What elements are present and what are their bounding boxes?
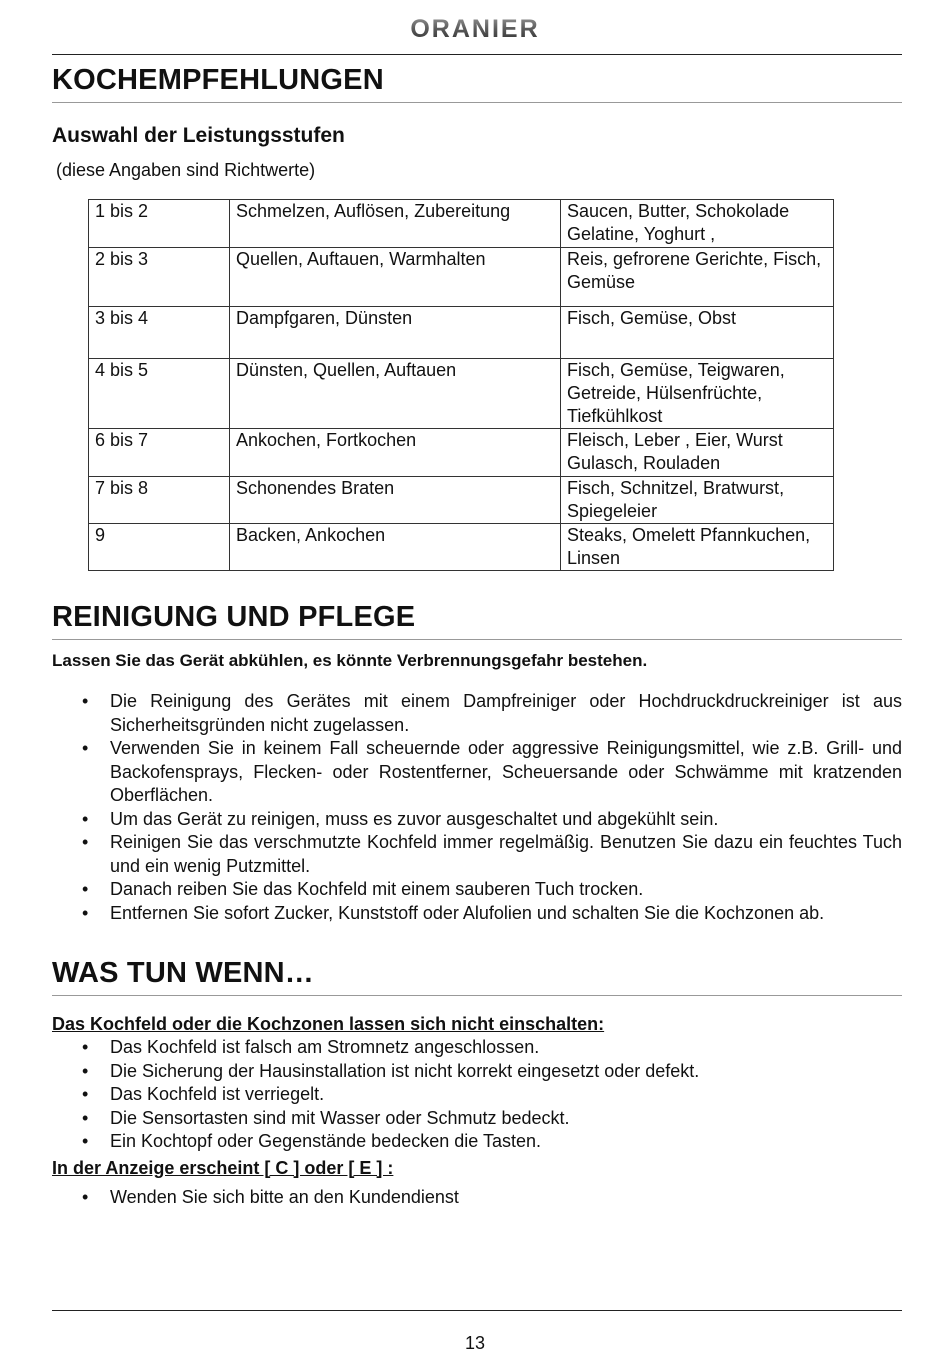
power-level-cell: 6 bis 7: [89, 429, 230, 477]
section-subtitle-power-levels: Auswahl der Leistungsstufen: [52, 124, 345, 147]
food-cell: Reis, gefrorene Gerichte, Fisch, Gemüse: [561, 248, 834, 307]
power-level-row: [89, 429, 834, 477]
cleaning-warning: Lassen Sie das Gerät abkühlen, es könnte Verbrennungsgefahr bestehen.: [52, 651, 648, 670]
section-title-cooking: KOCHEMPFEHLUNGEN: [52, 62, 902, 103]
power-level-cell: 9: [89, 524, 230, 571]
power-level-row: [89, 200, 834, 248]
food-cell: Fisch, Gemüse, Teigwaren, Getreide, Hülsenfrüchte, Tiefkühlkost: [561, 359, 834, 429]
power-level-table: [88, 199, 834, 571]
cooking-method-cell: Schmelzen, Auflösen, Zubereitung: [230, 200, 561, 248]
list-item: • Reinigen Sie das verschmutzte Kochfeld immer regelmäßig. Benutzen Sie dazu ein feuchtes Tuch und ein wenig Putzmittel.: [52, 831, 902, 878]
header-rule: [52, 54, 902, 55]
cleaning-list: [52, 690, 902, 925]
power-level-row: [89, 248, 834, 307]
power-level-row: [89, 477, 834, 524]
guideline-note: (diese Angaben sind Richtwerte): [56, 160, 316, 180]
food-cell: Saucen, Butter, Schokolade Gelatine, Yoghurt ,: [561, 200, 834, 248]
list-item: • Das Kochfeld ist falsch am Stromnetz angeschlossen.: [52, 1036, 902, 1060]
food-cell: Fleisch, Leber , Eier, Wurst Gulasch, Rouladen: [561, 429, 834, 477]
trouble-list-1: [52, 1036, 902, 1154]
list-item: • Die Sicherung der Hausinstallation ist nicht korrekt eingesetzt oder defekt.: [52, 1060, 902, 1084]
cooking-method-cell: Backen, Ankochen: [230, 524, 561, 571]
cooking-method-cell: Quellen, Auftauen, Warmhalten: [230, 248, 561, 307]
list-item: • Wenden Sie sich bitte an den Kundendienst: [52, 1186, 902, 1210]
brand-logo-text: ORANIER: [410, 15, 540, 43]
power-level-cell: 7 bis 8: [89, 477, 230, 524]
power-level-cell: 2 bis 3: [89, 248, 230, 307]
list-item: • Das Kochfeld ist verriegelt.: [52, 1083, 902, 1107]
trouble-question-1: Das Kochfeld oder die Kochzonen lassen sich nicht einschalten:: [52, 1014, 605, 1034]
cooking-method-cell: Schonendes Braten: [230, 477, 561, 524]
food-cell: Steaks, Omelett Pfannkuchen, Linsen: [561, 524, 834, 571]
power-level-cell: 1 bis 2: [89, 200, 230, 248]
cooking-method-cell: Ankochen, Fortkochen: [230, 429, 561, 477]
trouble-question-2: In der Anzeige erscheint [ C ] oder [ E ] :: [52, 1157, 394, 1178]
section-title-cleaning: REINIGUNG UND PFLEGE: [52, 599, 902, 640]
food-cell: Fisch, Gemüse, Obst: [561, 307, 834, 359]
section-title-troubleshooting: WAS TUN WENN…: [52, 955, 902, 996]
power-level-cell: 3 bis 4: [89, 307, 230, 359]
list-item: • Verwenden Sie in keinem Fall scheuernde oder aggressive Reinigungsmittel, wie z.B. Grill- und Backofensprays, Flecken- oder Rostentferner, Scheuersande oder Schwämme mit kratzenden Oberflächen.: [52, 737, 902, 808]
power-level-row: [89, 524, 834, 571]
cooking-method-cell: Dünsten, Quellen, Auftauen: [230, 359, 561, 429]
list-item: • Die Reinigung des Gerätes mit einem Dampfreiniger oder Hochdruckdruckreiniger ist aus Sicherheitsgründen nicht zugelassen.: [52, 690, 902, 737]
page-number: 13: [464, 1333, 486, 1353]
footer-rule: [52, 1310, 902, 1311]
power-level-row: [89, 307, 834, 359]
brand-logo: [382, 14, 568, 44]
list-item: • Entfernen Sie sofort Zucker, Kunststoff oder Alufolien und schalten Sie die Kochzonen ab.: [52, 902, 902, 926]
list-item: • Danach reiben Sie das Kochfeld mit einem sauberen Tuch trocken.: [52, 878, 902, 902]
list-item: • Ein Kochtopf oder Gegenstände bedecken die Tasten.: [52, 1130, 902, 1154]
food-cell: Fisch, Schnitzel, Bratwurst, Spiegeleier: [561, 477, 834, 524]
trouble-list-2: [52, 1186, 902, 1210]
page-content: [52, 62, 902, 1209]
power-level-cell: 4 bis 5: [89, 359, 230, 429]
list-item: • Die Sensortasten sind mit Wasser oder Schmutz bedeckt.: [52, 1107, 902, 1131]
cooking-method-cell: Dampfgaren, Dünsten: [230, 307, 561, 359]
power-level-row: [89, 359, 834, 429]
list-item: • Um das Gerät zu reinigen, muss es zuvor ausgeschaltet und abgekühlt sein.: [52, 808, 902, 832]
